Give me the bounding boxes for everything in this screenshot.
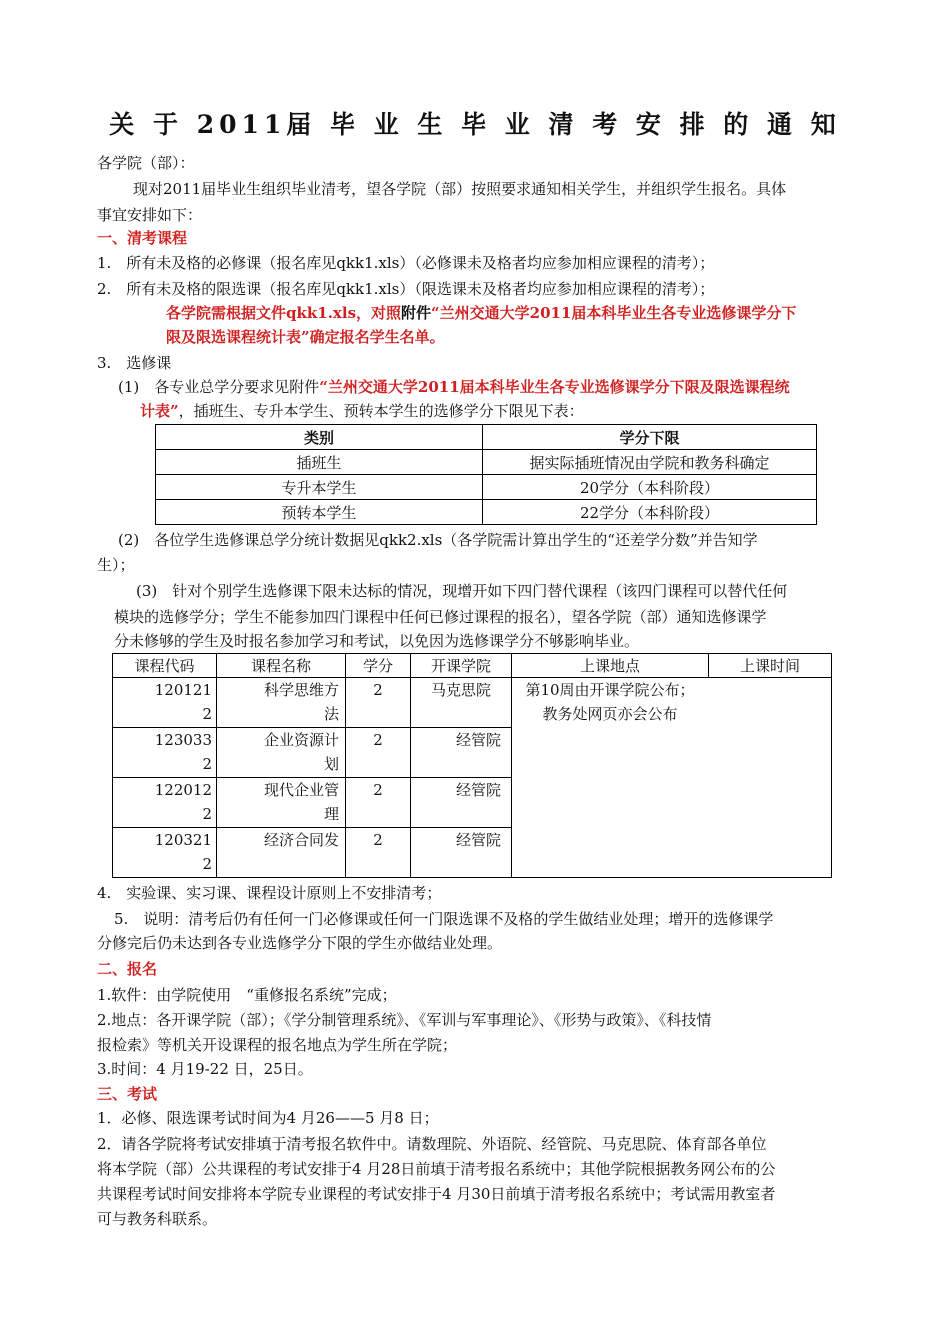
cell-credits: 2 bbox=[346, 678, 411, 728]
cell-credits: 2 bbox=[346, 778, 411, 828]
header-course-name: 课程名称 bbox=[217, 654, 346, 678]
sub-item-3-line-2: 模块的选修学分；学生不能参加四门课程中任何已修过课程的报名），望各学院（部）通知选修课学 bbox=[114, 608, 767, 626]
document-title: 关 于 2011届 毕 业 生 毕 业 清 考 安 排 的 通 知 bbox=[109, 110, 841, 139]
cell-college: 经管院 bbox=[411, 778, 512, 828]
section-1-item-2: 2. 所有未及格的限选课（报名库见qkk1.xls）（限选课未及格者均应参加相应课程的清考）； bbox=[97, 280, 715, 298]
sub-item-3-line-1: (3) 针对个别学生选修课下限未达标的情况，现增开如下四门替代课程（该四门课程可以替代任何 bbox=[136, 582, 788, 600]
location-line-2: 教务处网页亦会公布 bbox=[542, 705, 678, 723]
section-3-item-2-line-2: 将本学院（部）公共课程的考试安排于4 月28日前填于清考报名系统中；其他学院根据教务网公布的公 bbox=[97, 1160, 776, 1178]
section-1-item-4: 4. 实验课、实习课、课程设计原则上不安排清考； bbox=[97, 884, 442, 902]
sub-item-1-red-text-2: 计表” bbox=[140, 402, 179, 420]
section-1-item-5-line-1: 5. 说明：清考后仍有任何一门必修课或任何一门限选课不及格的学生做结业处理；增开的选修课学 bbox=[114, 910, 774, 928]
section-3-item-2-line-1: 2．请各学院将考试安排填于清考报名软件中。请数理院、外语院、经管院、马克思院、体育部各单位 bbox=[97, 1135, 767, 1153]
section-1-note-line-1 bbox=[166, 302, 796, 324]
cell-course-code: 123033 2 bbox=[113, 728, 217, 778]
cell-course-name: 企业资源计 划 bbox=[217, 728, 346, 778]
section-3-item-2-line-4: 可与教务科联系。 bbox=[97, 1210, 218, 1228]
note-attachment-word: 附件 bbox=[401, 304, 432, 322]
section-2-item-2-line-2: 报检索》等机关开设课程的报名地点为学生所在学院； bbox=[97, 1036, 458, 1054]
credit-requirement-table bbox=[155, 424, 817, 525]
cell-course-name: 经济合同发 bbox=[217, 828, 346, 878]
table-row bbox=[156, 500, 817, 525]
cell-category: 预转本学生 bbox=[156, 500, 483, 525]
location-line-1: 第10周由开课学院公布； bbox=[525, 681, 695, 699]
cell-college: 经管院 bbox=[411, 828, 512, 878]
sub-item-2-line-1: (2) 各位学生选修课总学分统计数据见qkk2.xls（各学院需计算出学生的“还差学分数”并告知学 bbox=[118, 531, 758, 549]
header-location: 上课地点 bbox=[512, 654, 709, 678]
header-credits: 学分 bbox=[346, 654, 411, 678]
sub-item-1-red-text: “兰州交通大学2011届本科毕业生各专业选修课学分下限及限选课程统 bbox=[319, 378, 790, 396]
sub-item-3-line-3: 分未修够的学生及时报名参加学习和考试，以免因为选修课学分不够影响毕业。 bbox=[114, 632, 640, 650]
cell-credits: 2 bbox=[346, 728, 411, 778]
sub-item-1-line-2 bbox=[140, 400, 584, 422]
cell-college: 经管院 bbox=[411, 728, 512, 778]
section-1-item-1: 1. 所有未及格的必修课（报名库见qkk1.xls）（必修课未及格者均应参加相应课程的清考）； bbox=[97, 254, 715, 272]
header-credit-min: 学分下限 bbox=[483, 425, 817, 450]
section-2-item-1: 1.软件：由学院使用 “重修报名系统”完成； bbox=[97, 986, 397, 1004]
header-category: 类别 bbox=[156, 425, 483, 450]
cell-credit-min: 20学分（本科阶段） bbox=[483, 475, 817, 500]
sub-item-1-line-1 bbox=[118, 376, 790, 398]
section-1-item-5-line-2: 分修完后仍未达到各专业选修学分下限的学生亦做结业处理。 bbox=[97, 934, 503, 952]
note-red-part-1: 各学院需根据文件qkk1.xls，对照 bbox=[166, 304, 402, 322]
header-course-code: 课程代码 bbox=[113, 654, 217, 678]
cell-credit-min: 据实际插班情况由学院和教务科确定 bbox=[483, 450, 817, 475]
cell-category: 专升本学生 bbox=[156, 475, 483, 500]
cell-credits: 2 bbox=[346, 828, 411, 878]
cell-category: 插班生 bbox=[156, 450, 483, 475]
section-3-item-2-line-3: 共课程考试时间安排将本学院专业课程的考试安排于4 月30日前填于清考报名系统中；考试需用教室者 bbox=[97, 1185, 776, 1203]
header-time: 上课时间 bbox=[709, 654, 832, 678]
sub-item-2-line-2: 生）； bbox=[97, 556, 135, 574]
intro-line-2: 事宜安排如下： bbox=[97, 206, 203, 224]
cell-course-name: 科学思维方 法 bbox=[217, 678, 346, 728]
course-table bbox=[112, 653, 832, 878]
section-3-heading: 三、考试 bbox=[97, 1085, 158, 1103]
cell-course-name: 现代企业管 理 bbox=[217, 778, 346, 828]
header-college: 开课学院 bbox=[411, 654, 512, 678]
table-row bbox=[156, 450, 817, 475]
cell-location-time bbox=[512, 678, 832, 878]
cell-college: 马克思院 bbox=[411, 678, 512, 728]
section-2-item-2-line-1: 2.地点：各开课学院（部）；《学分制管理系统》、《军训与军事理论》、《形势与政策》、《科技情 bbox=[97, 1011, 712, 1029]
intro-line-1: 现对2011届毕业生组织毕业清考，望各学院（部）按照要求通知相关学生，并组织学生报名。具体 bbox=[133, 180, 787, 198]
sub-item-1-prefix: (1) 各专业总学分要求见附件 bbox=[118, 378, 320, 396]
cell-credit-min: 22学分（本科阶段） bbox=[483, 500, 817, 525]
cell-course-code: 122012 2 bbox=[113, 778, 217, 828]
table-row bbox=[113, 678, 832, 728]
section-1-note-line-2: 限及限选课程统计表”确定报名学生名单。 bbox=[166, 328, 445, 346]
note-red-part-2: “兰州交通大学2011届本科毕业生各专业选修课学分下 bbox=[431, 304, 797, 322]
cell-course-code: 120121 2 bbox=[113, 678, 217, 728]
section-1-heading: 一、清考课程 bbox=[97, 229, 188, 247]
section-2-heading: 二、报名 bbox=[97, 960, 158, 978]
section-3-item-1: 1．必修、限选课考试时间为4 月26——5 月8 日； bbox=[97, 1109, 439, 1127]
table-header-row bbox=[113, 654, 832, 678]
salutation: 各学院（部）： bbox=[97, 154, 195, 172]
section-1-item-3: 3. 选修课 bbox=[97, 354, 172, 372]
table-header-row bbox=[156, 425, 817, 450]
table-row bbox=[156, 475, 817, 500]
cell-course-code: 120321 2 bbox=[113, 828, 217, 878]
sub-item-1-rest: ，插班生、专升本学生、预转本学生的选修学分下限见下表： bbox=[178, 402, 584, 420]
section-2-item-3: 3.时间：4 月19-22 日，25日。 bbox=[97, 1060, 313, 1078]
